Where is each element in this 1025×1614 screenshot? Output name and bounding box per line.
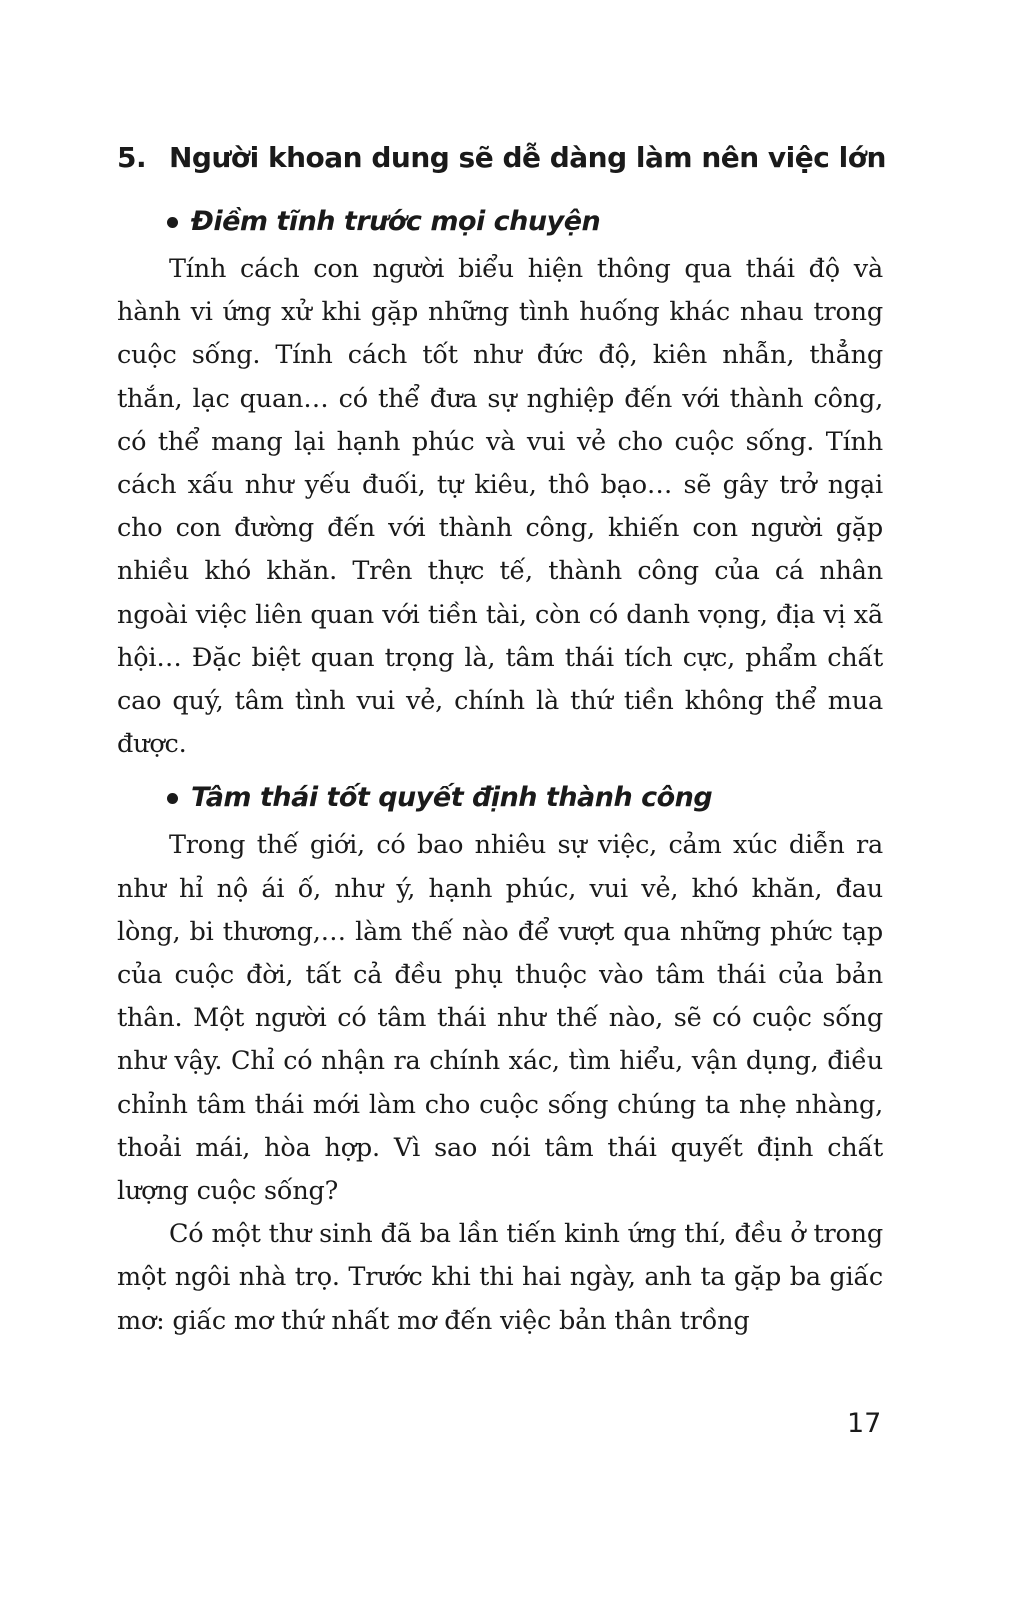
bullet-icon [167,217,178,228]
subheading-2-label: Tâm thái tốt quyết định thành công [191,782,713,814]
paragraph: Tính cách con người biểu hiện thông qua thái độ và hành vi ứng xử khi gặp những tình huống khác nhau trong cuộc sống. Tính cách tốt như đức độ, kiên nhẫn, thẳng thắn, lạc quan… có thể đưa sự nghiệp đến với thành công, có thể mang lại hạnh phúc và vui vẻ cho cuộc sống. Tính cách xấu như yếu đuối, tự kiêu, thô bạo… sẽ gây trở ngại cho con đường đến với thành công, khiến con người gặp nhiều khó khăn. Trên thực tế, thành công của cá nhân ngoài việc liên quan với tiền tài, còn có danh vọng, địa vị xã hội… Đặc biệt quan trọng là, tâm thái tích cực, phẩm chất cao quý, tâm tình vui vẻ, chính là thứ tiền không thể mua được. [117,254,883,760]
section-title: Người khoan dung sẽ dễ dàng làm nên việc lớn [169,141,886,174]
subheading-2 [117,778,883,818]
page-body [117,138,886,1343]
page-number: 17 [847,1408,882,1439]
subheading-1-label: Điềm tĩnh trước mọi chuyện [191,206,601,237]
paragraph: Có một thư sinh đã ba lần tiến kinh ứng thí, đều ở trong một ngôi nhà trọ. Trước khi thi hai ngày, anh ta gặp ba giấc mơ: giấc mơ thứ nhất mơ đến việc bản thân trồng [117,1219,883,1336]
paragraph: Trong thế giới, có bao nhiêu sự việc, cảm xúc diễn ra như hỉ nộ ái ố, như ý, hạnh phúc, vui vẻ, khó khăn, đau lòng, bi thương,… làm thế nào để vượt qua những phức tạp của cuộc đời, tất cả đều phụ thuộc vào tâm thái của bản thân. Một người có tâm thái như thế nào, sẽ có cuộc sống như vậy. Chỉ có nhận ra chính xác, tìm hiểu, vận dụng, điều chỉnh tâm thái mới làm cho cuộc sống chúng ta nhẹ nhàng, thoải mái, hòa hợp. Vì sao nói tâm thái quyết định chất lượng cuộc sống? [117,830,883,1207]
subheading-1 [117,202,883,242]
section-number: 5. [117,141,147,174]
section-heading [117,138,886,178]
